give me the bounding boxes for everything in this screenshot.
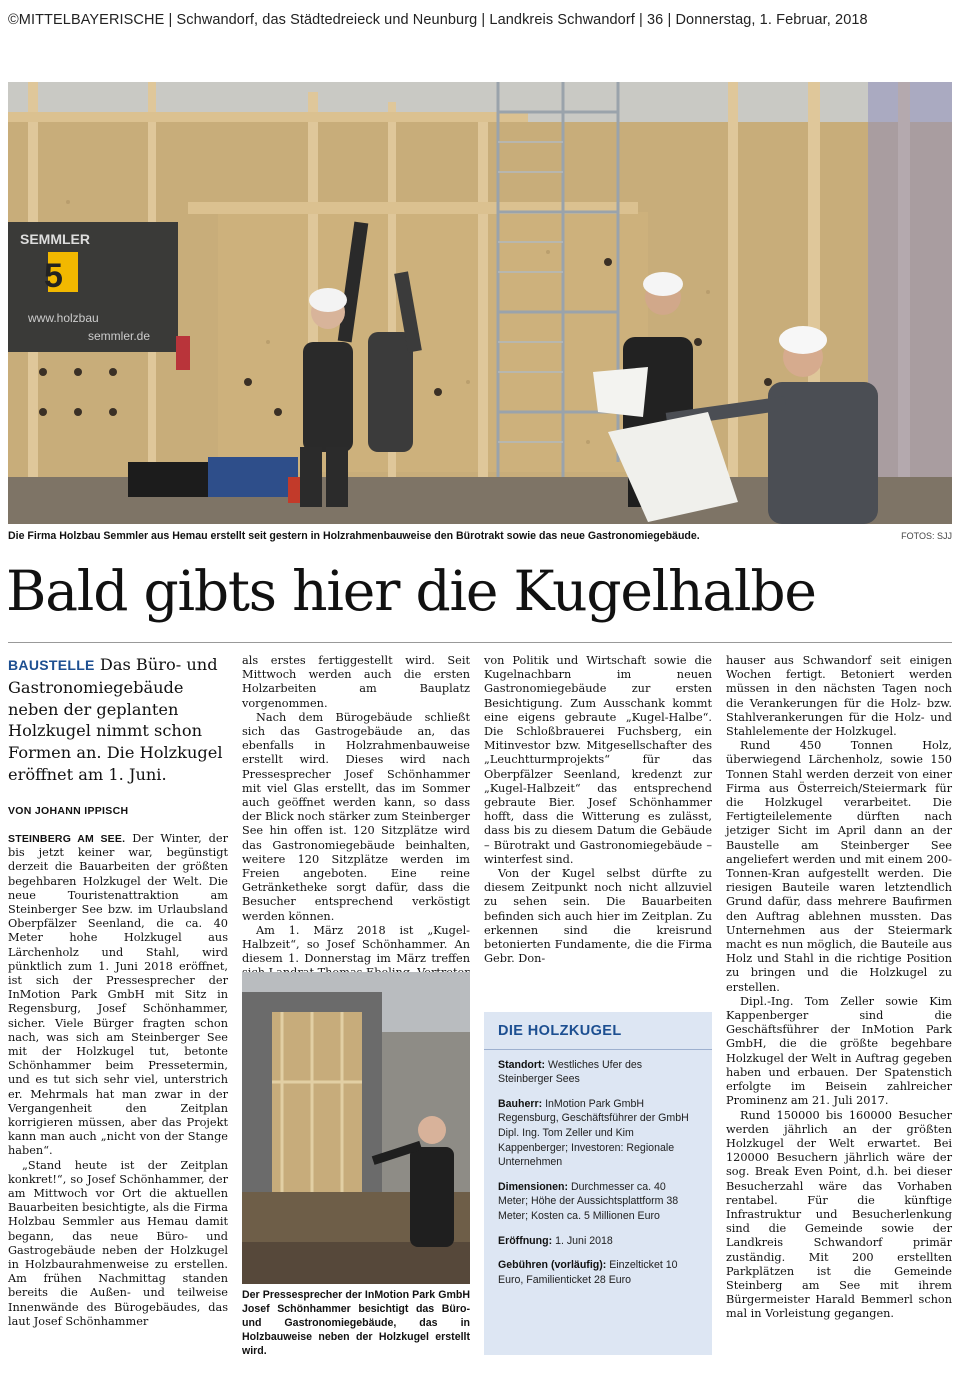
- factbox-item-eroeffnung: [484, 1234, 712, 1249]
- paragraph: Rund 450 Tonnen Holz, überwiegend Lärchenholz, sowie 150 Tonnen Stahl werden derzeit von einer Firma aus Österreich/Steiermark für die Holzkugel verarbeitet. Die Fertigteilelemente dürften nach jetziger Sicht im April dann an der Baustelle am Steinberger See angeliefert werden und mit einem 200-Tonnen-Kran aufgestellt werden. Die riesigen Bauteile waren letztendlich Grund dafür, dass mehrere Baufirmen den Auftrag ablehnen mussten. Das Unternehmen aus der Steiermark macht es nun möglich, die Bauteile aus Holz und Stahl in die richtige Position zu bringen und die Holzkugel zu erstellen.: [726, 739, 952, 994]
- headline-rule: [8, 642, 952, 643]
- factbox-title: DIE HOLZKUGEL: [484, 1012, 712, 1050]
- main-photo: [8, 82, 952, 524]
- factbox-item-gebuehren: [484, 1258, 712, 1287]
- paragraph: hauser aus Schwandorf seit einigen Wochen fertigt. Betoniert werden müssen in den nächsten Tagen noch die Verankerungen für die Holz- bzw. Stahlverankerungen für die Holz- und Stahlelemente der Holzkugel.: [726, 654, 952, 739]
- factbox-item-standort: [484, 1058, 712, 1087]
- factbox: [484, 1012, 712, 1355]
- factbox-value: Einzelticket 10 Euro, Familienticket 28 Euro: [498, 1259, 678, 1286]
- factbox-label: Gebühren (vorläufig):: [498, 1259, 607, 1272]
- main-photo-caption: [8, 530, 952, 542]
- paragraph: Rund 150000 bis 160000 Besucher werden jährlich an der größten Holzkugel der Welt erwartet. Bei 120000 Besuchern jährlich wäre der sog. Break Even Point, d.h. bei dieser Besucherzahl wäre das Vorhaben rentabel. Für die künftige Infrastruktur und Besucherlenkung sind die Gemeinde sowie der Landkreis Schwandorf primär zuständig. Mit 200 erstellten Parkplätzen ist die Gemeinde Steinberg am See mit ihrem Bürgermeister Harald Bemmerl schon mal in Vorleistung gegangen.: [726, 1108, 952, 1321]
- paragraph: Dipl.-Ing. Tom Zeller sowie Kim Kappenberger sind die Geschäftsführer der InMotion Park GmbH, die die größte begehbare Holzkugel der Welt in Auftrag gegeben haben und erbauen. Der Spatenstich erfolgte im Beisein zahlreicher Prominenz am 21. Juli 2017.: [726, 994, 952, 1108]
- paragraph: [8, 832, 228, 1159]
- factbox-label: Eröffnung:: [498, 1234, 553, 1247]
- secondary-photo: [242, 972, 470, 1284]
- paragraph: Nach dem Bürogebäude schließt sich das Gastrogebäude an, das ebenfalls in Holzrahmenbauweise erstellt wird. Dieses wird nach Pressesprecher Josef Schönhammer mit viel Glas erstellt, das im Sommer auch geöffnet werden kann, so dass der Blick noch stärker zum Steinberger See hin offen ist. 120 Sitzplätze wird das Gastronomiegebäude beinhalten, weitere 120 Sitzplätze werden im Freien angeboten. Eine reine Getränketheke sorgt dafür, dass die Besucher entsprechend verköstigt werden können.: [242, 710, 470, 923]
- author-line: VON JOHANN IPPISCH: [8, 804, 129, 817]
- factbox-value: InMotion Park GmbH Regensburg, Geschäftsführer der GmbH Dipl. Ing. Tom Zeller und Kim Kappenberger; Investoren: Regionale Unternehmen: [498, 1097, 689, 1169]
- banner-brand: SEMMLER: [20, 231, 90, 247]
- factbox-label: Dimensionen:: [498, 1180, 569, 1193]
- column-1: [8, 654, 228, 1329]
- paragraph: von Politik und Wirtschaft sowie die Kugelnachbarn im neuen Gastronomiegebäude zur ersten Besichtigung. Zum Ausschank kommt eine eigens gebraute „Kugel-Halbe“. Die Schloßbrauerei Fuchsberg, ein Mitinvestor bzw. Mitgesellschafter des „Leuchtturmprojekts“ für das Oberpfälzer Seenland, kredenzt zur „Kugel-Halbzeit“ das entsprechend gebraute Bier. Josef Schönhammer hofft, dass die Witterung es zulässt, dass bis zu diesem Datum die Gebäude – Bürotrakt und Gastronomiegebäude – winterfest sind.: [484, 654, 712, 866]
- factbox-value: 1. Juni 2018: [552, 1234, 613, 1247]
- factbox-item-bauherr: [484, 1097, 712, 1170]
- column-4: [726, 654, 952, 1322]
- factbox-label: Bauherr:: [498, 1097, 543, 1110]
- column-3: [484, 654, 712, 966]
- teaser-kicker: BAUSTELLE: [8, 657, 95, 673]
- column-2: [242, 654, 470, 981]
- teaser: [8, 654, 228, 786]
- caption-text: Die Firma Holzbau Semmler aus Hemau erstellt seit gestern in Holzrahmenbauweise den Bürotrakt sowie das neue Gastronomiegebäude.: [8, 530, 700, 542]
- factbox-value: Westliches Ufer des Steinberger Sees: [498, 1058, 643, 1086]
- svg-text:5: 5: [44, 257, 63, 295]
- factbox-value: Durchmesser ca. 40 Meter; Höhe der Aussichtsplattform 38 Meter; Kosten ca. 5 Millionen Euro: [498, 1180, 679, 1222]
- paragraph-text: Der Winter, der bis jetzt keiner war, begünstigt derzeit die Bauarbeiten der größten begehbaren Holzkugel der Welt. Die neue Touristenattraktion am Steinberger See bzw. im Urlaubsland Oberpfälzer Seenland, die ca. 40 Meter hohe Holzkugel aus Lärchenholz und Stahl, wird pünktlich zum 1. Juni 2018 eröffnet, ist sich der Pressesprecher der InMotion Park GmbH mit Sitz in Regensburg, Josef Schönhammer, sicher. Viele Bürger fragten schon nach, was sich am Steinberger See mit der Holzkugel tut, betonte Schönhammer beim Pressetermin, und es tut sich sehr viel, unterstrich er. Mehrmals hat man zwar in der Vergangenheit den Zeitplan korrigieren müssen, aber das Projekt kann man auch „nicht von der Stange haben“.: [8, 831, 229, 1158]
- paragraph: als erstes fertiggestellt wird. Seit Mittwoch werden auch die ersten Holzarbeiten am Bauplatz vorgenommen.: [242, 654, 470, 710]
- secondary-photo-caption: Der Pressesprecher der InMotion Park GmbH Josef Schönhammer besichtigt das Büro- und Gastronomiegebäude, das in Holzbauweise neben der Holzkugel erstellt wird.: [242, 1289, 470, 1357]
- banner-web-2: semmler.de: [88, 329, 151, 343]
- factbox-item-dimensionen: [484, 1180, 712, 1224]
- paragraph: Am 1. März 2018 ist „Kugel-Halbzeit“, so Josef Schönhammer. An diesem 1. Donnerstag im März treffen: [242, 923, 470, 966]
- photo-credit: FOTOS: SJJ: [901, 531, 952, 541]
- factbox-label: Standort:: [498, 1058, 546, 1071]
- teaser-text: Das Büro- und Gastronomiegebäude neben der geplanten Holzkugel nimmt schon Formen an. Die Holzkugel eröffnet am 1. Juni.: [8, 655, 223, 784]
- page-header: ©MITTELBAYERISCHE | Schwandorf, das Städtedreieck und Neunburg | Landkreis Schwandorf | 36 | Donnerstag, 1. Februar, 2018: [8, 12, 868, 28]
- banner-web: www.holzbau: [28, 311, 99, 325]
- headline: Bald gibts hier die Kugelhalbe: [6, 559, 816, 623]
- dateline: STEINBERG AM SEE.: [8, 832, 126, 845]
- paragraph: „Stand heute ist der Zeitplan konkret!“, so Josef Schönhammer, der am Mittwoch vor Ort die aktuellen Bauarbeiten besichtigte, als die Firma Holzbau Semmler aus Hemau damit begann, das neue Büro- und Gastrogebäude neben der Holzkugel in Holzbaurahmenweise zu erstellen. Am frühen Nachmittag standen bereits die Außen- und teilweise Innenwände des Bürogebäudes, das laut Josef Schönhammer: [8, 1158, 228, 1328]
- paragraph: Von der Kugel selbst dürfte zu diesem Zeitpunkt noch nicht allzuviel zu sehen sein. Die Bauarbeiten befinden sich auch hier im Zeitplan. Zu erkennen sind die kreisrund betonierten Fundamente, die die Firma Gebr. Don-: [484, 867, 712, 966]
